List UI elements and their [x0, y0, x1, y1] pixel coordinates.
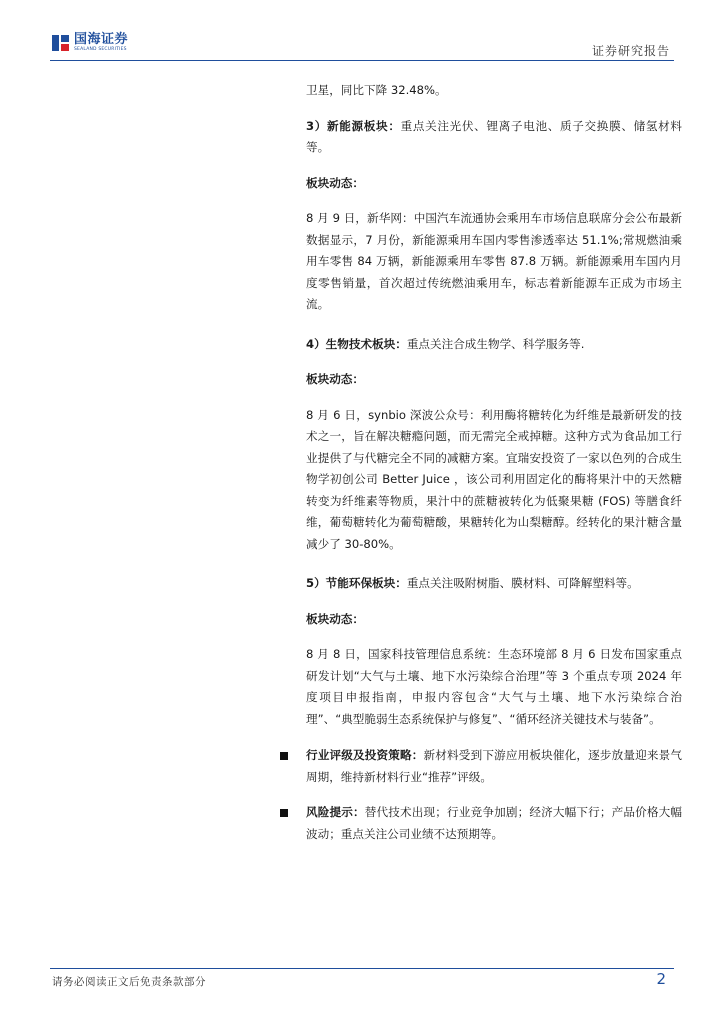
- square-bullet-icon: [280, 752, 288, 760]
- company-logo: [52, 33, 128, 53]
- section-env: [306, 573, 682, 595]
- paragraph: 卫星，同比下降 32.48%。: [306, 83, 447, 97]
- summary-bullets: [280, 745, 682, 845]
- news-paragraph: 8 月 9 日，新华网：中国汽车流通协会乘用车市场信息联席分会公布最新数据显示，7 月份，新能源乘用车国内零售渗透率达 51.1%;常规燃油乘用车零售 84 万辆，新能源乘用车零售 87.8 万辆。新能源乘用车国内月度零售销量，首次超过传统燃油乘用车，标志着新能源车正成为市场主流。: [306, 211, 682, 311]
- section-title: 3）新能源板块：: [306, 118, 401, 133]
- section-title: 4）生物技术板块：: [306, 336, 407, 351]
- logo-name-cn: 国海证券: [74, 32, 129, 47]
- bullet-rating: [280, 745, 682, 788]
- square-bullet-icon: [280, 809, 288, 817]
- news-paragraph: 8 月 8 日，国家科技管理信息系统：生态环境部 8 月 6 日发布国家重点研发计划“大气与土壤、地下水污染综合治理”等 3 个重点专项 2024 年度项目申报指南，申报内容包含“大气与土壤、地下水污染综合治理”、“典型脆弱生态系统保护与修复”、“循环经济关键技术与装备”。: [306, 647, 682, 726]
- bullet-text: 替代技术出现；行业竞争加剧；经济大幅下行；产品价格大幅波动；重点关注公司业绩不达预期等。: [306, 805, 682, 841]
- section-dynamics-heading: 板块动态：: [306, 372, 364, 386]
- logo-icon: [52, 34, 70, 52]
- report-type: 证券研究报告: [591, 44, 670, 58]
- section-title: 5）节能环保板块：: [306, 576, 407, 590]
- section-text: 重点关注光伏、锂离子电池、质子交换膜、储氢材料等。: [306, 118, 682, 154]
- bullet-text: 新材料受到下游应用板块催化，逐步放量迎来景气周期，维持新材料行业“推荐”评级。: [306, 748, 682, 784]
- bullet-title: 风险提示：: [306, 805, 365, 819]
- footer-divider: [50, 968, 674, 969]
- bullet-title: 行业评级及投资策略：: [306, 748, 424, 762]
- section-text: 重点关注合成生物学、科学服务等.: [406, 336, 585, 351]
- section-new-energy: [306, 116, 682, 159]
- section-dynamics-heading: 板块动态：: [306, 611, 364, 626]
- page-header: [0, 0, 724, 62]
- header-divider: [50, 60, 674, 61]
- section-text: 重点关注吸附树脂、膜材料、可降解塑料等。: [406, 576, 639, 590]
- main-content: [306, 80, 682, 730]
- footer-disclaimer: 请务必阅读正文后免责条款部分: [52, 976, 206, 988]
- section-biotech: [306, 334, 682, 356]
- news-paragraph: 8 月 6 日，synbio 深波公众号：利用酶将糖转化为纤维是最新研发的技术之一，旨在解决糖瘾问题，而无需完全戒掉糖。这种方式为食品加工行业提供了与代糖完全不同的减糖方案。宜瑞安投资了一家以色列的合成生物学初创公司 Better Juice ，该公司利用固定化的酶将果汁中的天然糖转变为纤维素等物质，果汁中的蔗糖被转化为低聚果糖 (FOS) 等膳食纤维，葡萄糖转化为葡萄糖酸，果糖转化为山梨糖醇。经转化的果汁糖含量减少了 30-80%。: [306, 407, 682, 551]
- bullet-risk: [280, 802, 682, 845]
- page-number: 2: [656, 970, 666, 988]
- logo-name-en: SEALAND SECURITIES: [74, 47, 127, 52]
- section-dynamics-heading: 板块动态：: [306, 175, 364, 190]
